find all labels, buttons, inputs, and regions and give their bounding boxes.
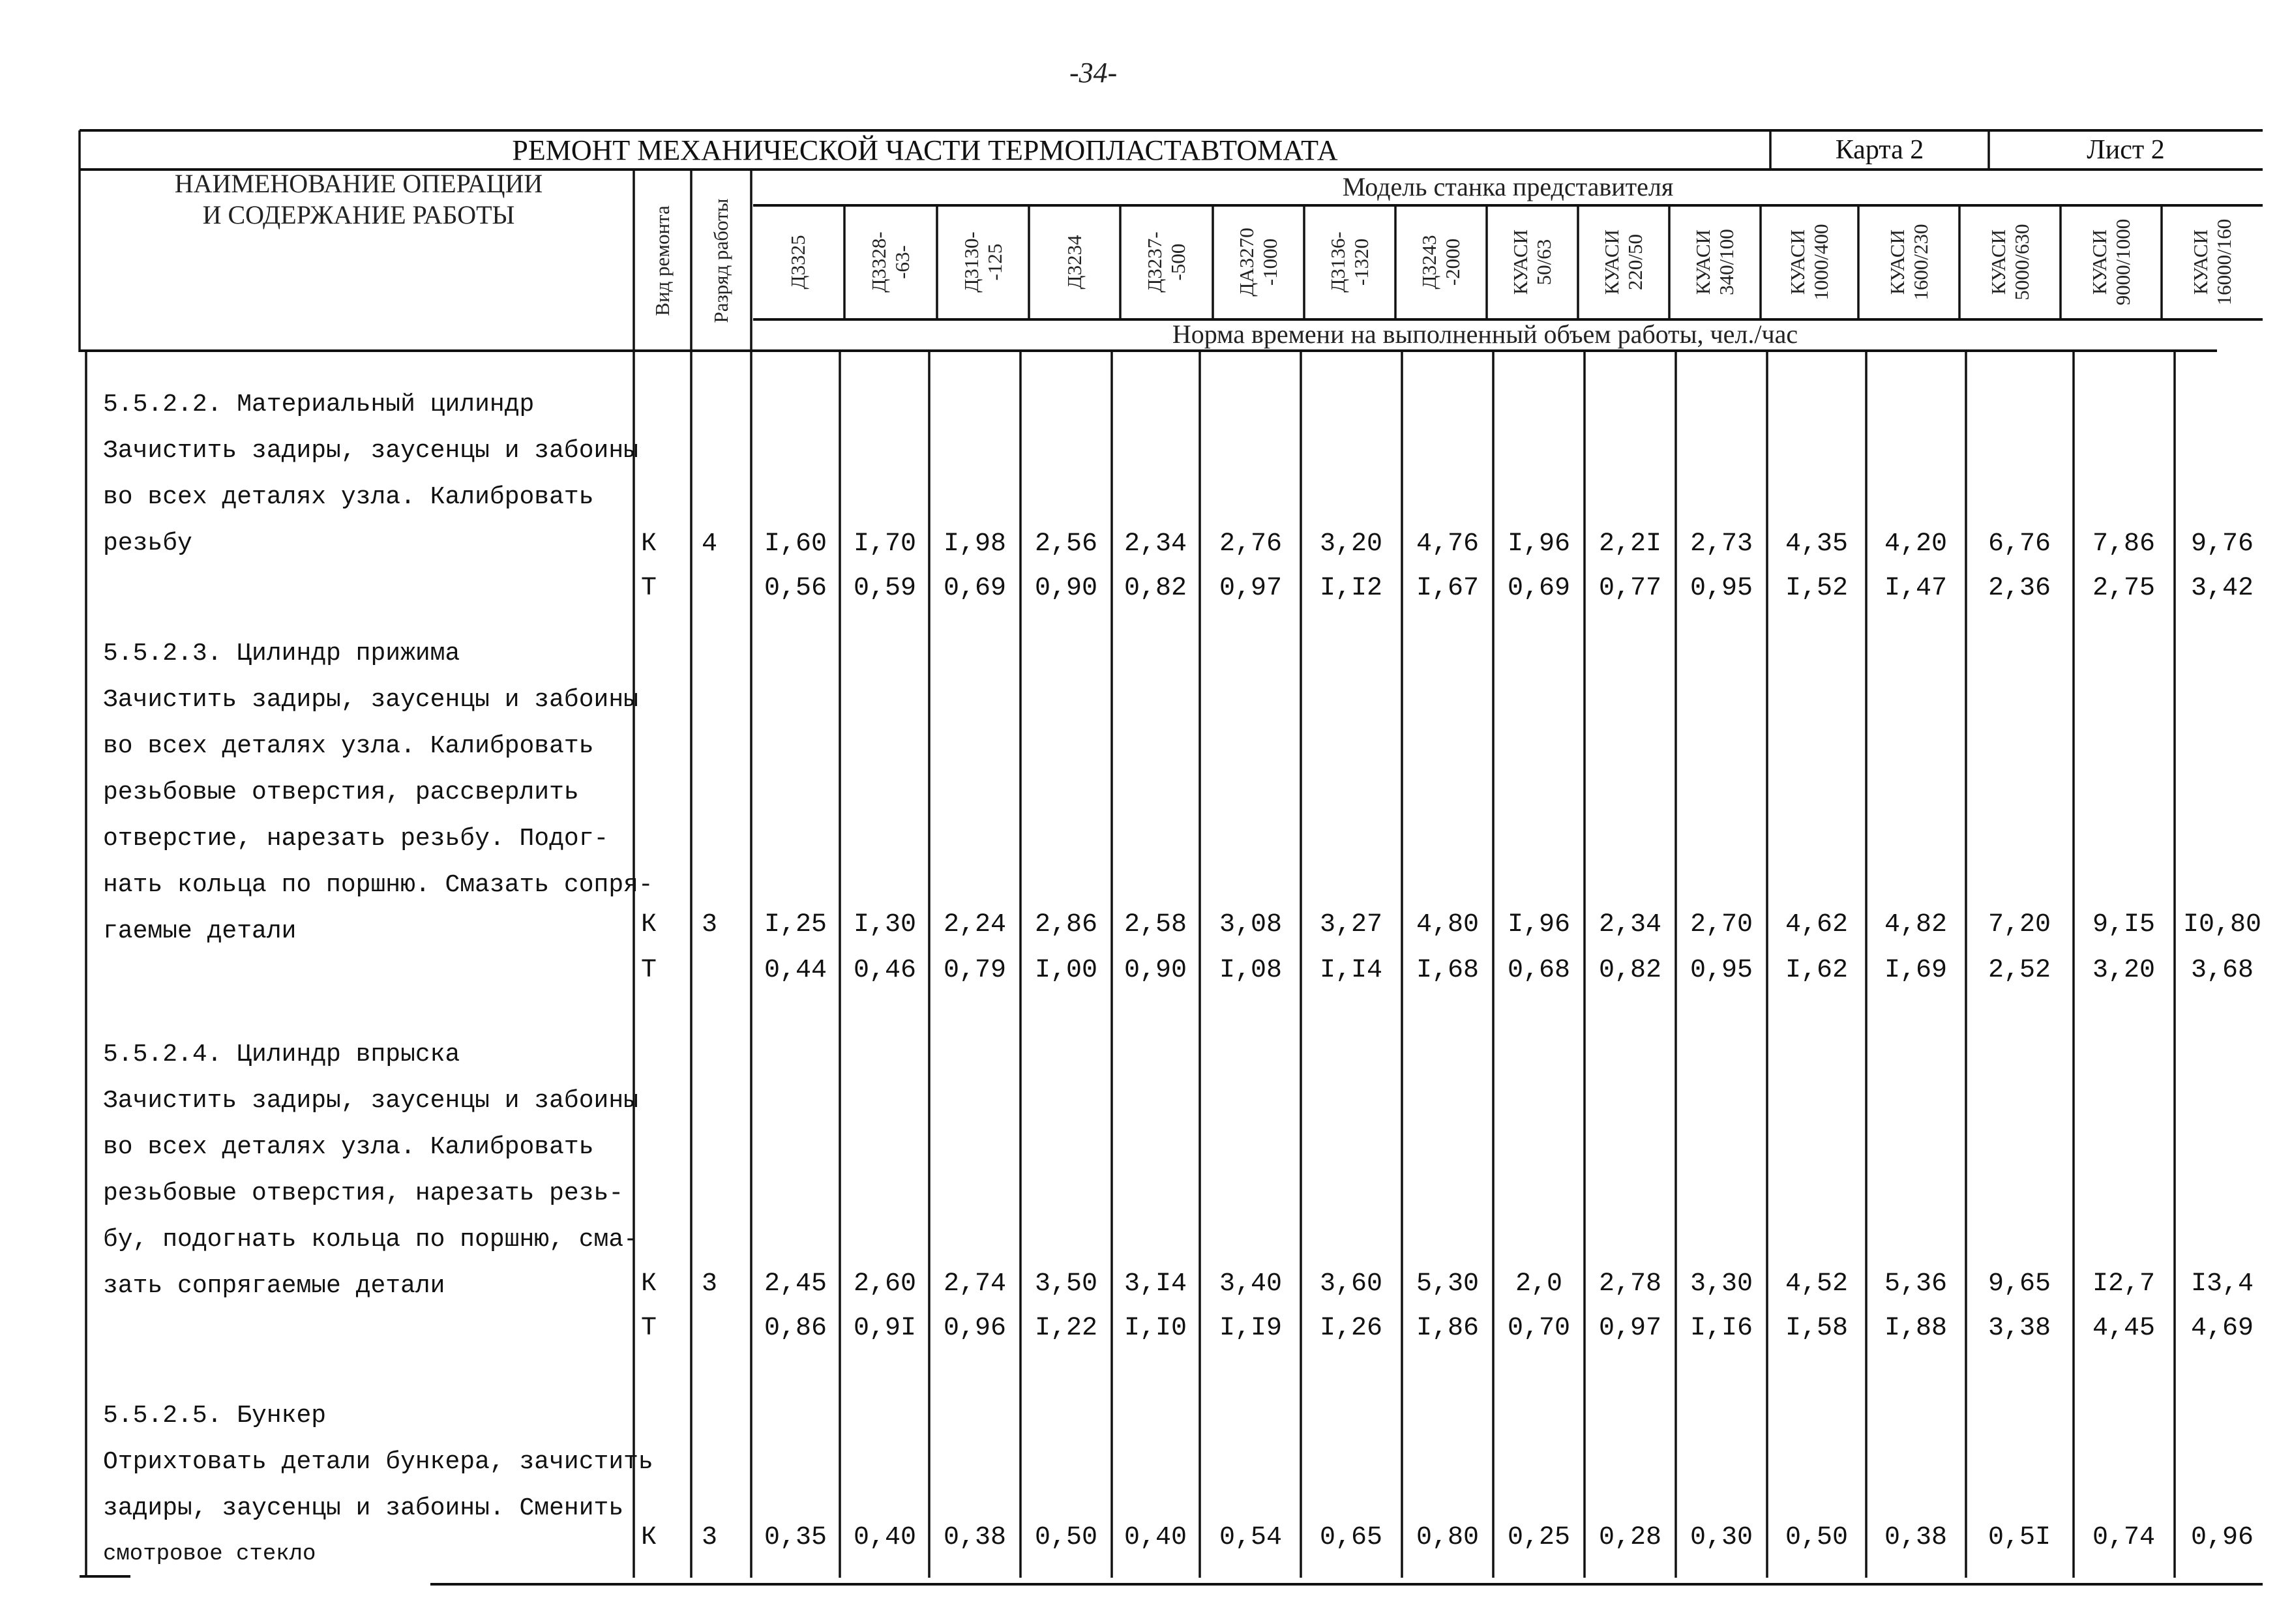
operation-description-line: смотровое стекло [103, 1542, 316, 1567]
norm-value: 0,68 [1507, 956, 1571, 985]
model-header-line: Д3243 [1418, 235, 1440, 289]
norm-value: 2,36 [1987, 574, 2051, 603]
norm-value: 3,68 [2190, 956, 2254, 985]
operation-title: 5.5.2.5. Бункер [103, 1402, 327, 1430]
norm-value: I,69 [1884, 956, 1948, 985]
norm-value: I,I6 [1689, 1314, 1753, 1343]
norm-value: 0,46 [853, 956, 917, 985]
model-header-line: КУАСИ [2088, 229, 2111, 295]
work-grade-value: 3 [701, 910, 718, 939]
model-header-line: Д3234 [1063, 235, 1086, 289]
norm-value: 4,52 [1785, 1269, 1849, 1299]
norm-value: I,22 [1034, 1314, 1098, 1343]
norm-value: 4,80 [1416, 910, 1480, 939]
operation-description-line: отверстие, нарезать резьбу. Подог- [103, 825, 609, 853]
model-header-line: КУАСИ [1987, 229, 2010, 295]
operation-title: 5.5.2.4. Цилиндр впрыска [103, 1041, 460, 1069]
norm-value: 2,34 [1598, 910, 1662, 939]
norm-value: I,I0 [1124, 1314, 1187, 1343]
norm-value: 2,70 [1689, 910, 1753, 939]
norm-value: 5,36 [1884, 1269, 1948, 1299]
norm-value: I,62 [1785, 956, 1849, 985]
norm-value: 0,95 [1689, 956, 1753, 985]
norm-value: 2,78 [1598, 1269, 1662, 1299]
norm-value: I,26 [1319, 1314, 1383, 1343]
norm-value: 3,38 [1987, 1314, 2051, 1343]
norm-caption: Норма времени на выполненный объем работы, чел./час [1172, 319, 1798, 349]
model-header [1143, 231, 1190, 292]
operation-description-line: резьбовые отверстия, рассверлить [103, 778, 579, 806]
operation-title: 5.5.2.3. Цилиндр прижима [103, 640, 460, 668]
model-header [2189, 219, 2236, 306]
norm-value: 4,20 [1884, 529, 1948, 559]
norm-value: 5,30 [1416, 1269, 1480, 1299]
norm-value: 2,52 [1987, 956, 2051, 985]
model-header-line: 16000/160 [2212, 218, 2235, 306]
norm-value: 0,40 [853, 1523, 917, 1552]
operation-description-line: Зачистить задиры, заусенцы и забоины [103, 686, 638, 714]
norm-value: 0,50 [1034, 1523, 1098, 1552]
model-header-line: ДА3270 [1235, 228, 1258, 297]
work-grade-header: Разряд работы [709, 198, 732, 323]
norm-value: 2,34 [1124, 529, 1187, 559]
norm-value: 7,20 [1987, 910, 2051, 939]
norm-value: 3,60 [1319, 1269, 1383, 1299]
operation-title: 5.5.2.2. Материальный цилиндр [103, 391, 535, 419]
norm-value: 0,90 [1124, 956, 1187, 985]
norm-value: 9,I5 [2092, 910, 2156, 939]
norm-value: 0,65 [1319, 1523, 1383, 1552]
norm-value: 2,76 [1219, 529, 1283, 559]
norm-value: 3,40 [1219, 1269, 1283, 1299]
model-header-line: -63- [891, 245, 914, 279]
operation-description-line: Зачистить задиры, заусенцы и забоины [103, 1087, 638, 1115]
norm-value: I,52 [1785, 574, 1849, 603]
norm-value: 0,50 [1785, 1523, 1849, 1552]
norm-value: 0,56 [764, 574, 827, 603]
operation-description-line: нать кольца по поршню. Смазать сопря- [103, 871, 653, 899]
norm-value: I,88 [1884, 1314, 1948, 1343]
model-header-line: 9000/1000 [2111, 218, 2134, 306]
norm-value: 0,38 [1884, 1523, 1948, 1552]
norm-value: I,00 [1034, 956, 1098, 985]
operation-description-line: резьбовые отверстия, нарезать резь- [103, 1179, 624, 1207]
norm-value: 3,20 [2092, 956, 2156, 985]
work-grade-value: 3 [701, 1523, 718, 1552]
norm-value: 0,79 [943, 956, 1007, 985]
repair-type-code: К [640, 1523, 657, 1552]
model-header-line: КУАСИ [1886, 229, 1909, 295]
model-header [1691, 229, 1738, 295]
norm-value: 7,86 [2092, 529, 2156, 559]
model-header-line: Д3325 [786, 235, 809, 289]
norm-value: 2,56 [1034, 529, 1098, 559]
norm-value: 0,9I [853, 1314, 917, 1343]
operation-description-line: задиры, заусенцы и забоины. Сменить [103, 1494, 624, 1522]
norm-value: 2,45 [764, 1269, 827, 1299]
norm-value: I,67 [1416, 574, 1480, 603]
norm-value: 0,77 [1598, 574, 1662, 603]
norm-value: 3,50 [1034, 1269, 1098, 1299]
norm-value: 0,40 [1124, 1523, 1187, 1552]
norm-value: I,I9 [1219, 1314, 1283, 1343]
model-header [1063, 235, 1086, 289]
norm-value: 3,42 [2190, 574, 2254, 603]
norm-value: 4,82 [1884, 910, 1948, 939]
model-header-line: КУАСИ [1600, 229, 1623, 295]
model-header-line: КУАСИ [1509, 229, 1532, 295]
model-header-line: -500 [1167, 243, 1189, 281]
norm-value: I,96 [1507, 529, 1571, 559]
work-grade-value: 3 [701, 1269, 718, 1299]
norm-value: 0,69 [943, 574, 1007, 603]
model-header-line: Д3237- [1143, 231, 1166, 293]
norm-value: I,47 [1884, 574, 1948, 603]
operation-description-line: резьбу [103, 529, 192, 557]
model-header [867, 231, 914, 292]
model-header [2088, 219, 2135, 306]
norm-value: 2,0 [1515, 1269, 1563, 1299]
norm-value: I,08 [1219, 956, 1283, 985]
model-header [1235, 228, 1282, 297]
norm-value: I3,4 [2190, 1269, 2254, 1299]
norm-value: 2,24 [943, 910, 1007, 939]
model-header-line: 5000/630 [2010, 224, 2033, 301]
norm-value: I,58 [1785, 1314, 1849, 1343]
norm-value: 0,97 [1219, 574, 1283, 603]
model-header-line: -2000 [1441, 238, 1464, 286]
norm-value: I,96 [1507, 910, 1571, 939]
norm-value: 0,96 [2190, 1523, 2254, 1552]
norm-value: 0,90 [1034, 574, 1098, 603]
norm-value: 0,97 [1598, 1314, 1662, 1343]
norm-value: 0,69 [1507, 574, 1571, 603]
norm-value: 2,2I [1598, 529, 1662, 559]
norm-value: 0,54 [1219, 1523, 1283, 1552]
operation-description-line: Отрихтовать детали бункера, зачистить [103, 1448, 653, 1476]
norm-value: 0,80 [1416, 1523, 1480, 1552]
repair-type-code: Т [640, 956, 657, 985]
model-header-line: КУАСИ [2189, 229, 2212, 295]
operation-description-line: во всех деталях узла. Калибровать [103, 1133, 594, 1161]
model-header-line: 1600/230 [1909, 224, 1932, 301]
repair-type-code: Т [640, 574, 657, 603]
models-caption: Модель станка представителя [1342, 172, 1674, 201]
norm-value: I,60 [764, 529, 827, 559]
model-header [960, 231, 1007, 292]
norm-value: 0,28 [1598, 1523, 1662, 1552]
norm-value: 0,30 [1689, 1523, 1753, 1552]
operation-description-line: зать сопрягаемые детали [103, 1272, 445, 1300]
norm-value: I,70 [853, 529, 917, 559]
model-header [1418, 235, 1465, 289]
model-header-line: Д3136- [1326, 231, 1349, 293]
page-number: -34- [1069, 57, 1118, 89]
norm-value: I2,7 [2092, 1269, 2156, 1299]
norm-value: 2,60 [853, 1269, 917, 1299]
norm-value: I,25 [764, 910, 827, 939]
norm-value: 9,76 [2190, 529, 2254, 559]
repair-type-code: К [640, 910, 657, 939]
model-header [1326, 231, 1373, 292]
model-header [1600, 229, 1647, 295]
norm-value: 4,76 [1416, 529, 1480, 559]
norm-value: 0,95 [1689, 574, 1753, 603]
norm-value: 2,73 [1689, 529, 1753, 559]
norm-value: I0,80 [2182, 910, 2262, 939]
norm-value: 3,30 [1689, 1269, 1753, 1299]
repair-type-code: К [640, 1269, 657, 1299]
norm-value: 6,76 [1987, 529, 2051, 559]
model-header-line: -1320 [1350, 238, 1373, 286]
model-header [1987, 224, 2034, 300]
norm-value: 2,86 [1034, 910, 1098, 939]
operation-column-header [85, 168, 633, 231]
norm-value: 2,75 [2092, 574, 2156, 603]
norm-value: 3,08 [1219, 910, 1283, 939]
norm-value: 4,62 [1785, 910, 1849, 939]
operation-description-line: бу, подогнать кольца по поршню, сма- [103, 1226, 638, 1254]
work-grade-value: 4 [701, 529, 718, 559]
norm-value: 0,25 [1507, 1523, 1571, 1552]
model-header-line: КУАСИ [1786, 229, 1809, 295]
repair-type-code: Т [640, 1314, 657, 1343]
norm-value: 0,35 [764, 1523, 827, 1552]
norm-value: 2,74 [943, 1269, 1007, 1299]
norm-value: 0,44 [764, 956, 827, 985]
sheet-number: Лист 2 [2087, 135, 2165, 165]
norm-value: 3,20 [1319, 529, 1383, 559]
norm-value: 0,86 [764, 1314, 827, 1343]
model-header-line: -125 [983, 243, 1006, 281]
norm-value: I,86 [1416, 1314, 1480, 1343]
model-header [786, 235, 810, 289]
norm-value: 0,5I [1987, 1523, 2051, 1552]
norm-value: 2,58 [1124, 910, 1187, 939]
norm-value: I,98 [943, 529, 1007, 559]
operation-header-line-2: И СОДЕРЖАНИЕ РАБОТЫ [202, 200, 515, 229]
model-header-line: 340/100 [1715, 229, 1738, 295]
model-header-line: 50/63 [1532, 239, 1555, 286]
operation-header-line-1: НАИМЕНОВАНИЕ ОПЕРАЦИИ [174, 169, 543, 198]
operation-description-line: гаемые детали [103, 917, 297, 945]
norm-value: 9,65 [1987, 1269, 2051, 1299]
norm-value: 4,69 [2190, 1314, 2254, 1343]
norm-value: 4,45 [2092, 1314, 2156, 1343]
repair-type-code: К [640, 529, 657, 559]
norm-value: 0,96 [943, 1314, 1007, 1343]
norm-value: 3,I4 [1124, 1269, 1187, 1299]
repair-type-header: Вид ремонта [651, 205, 674, 316]
operation-description-line: во всех деталях узла. Калибровать [103, 483, 594, 511]
document-title: РЕМОНТ МЕХАНИЧЕСКОЙ ЧАСТИ ТЕРМОПЛАСТАВТОМАТА [512, 134, 1338, 166]
model-header [1509, 229, 1556, 295]
norm-value: I,I4 [1319, 956, 1383, 985]
model-header-line: Д3328- [867, 231, 890, 293]
model-header-line: Д3130- [960, 231, 983, 293]
norm-value: 0,38 [943, 1523, 1007, 1552]
model-header-line: -1000 [1258, 238, 1281, 286]
norm-value: 0,59 [853, 574, 917, 603]
operation-description-line: во всех деталях узла. Калибровать [103, 732, 594, 760]
model-header-line: КУАСИ [1691, 229, 1714, 295]
norm-value: 4,35 [1785, 529, 1849, 559]
norm-value: I,68 [1416, 956, 1480, 985]
model-header [1886, 224, 1933, 300]
norm-value: I,30 [853, 910, 917, 939]
norm-value: 0,70 [1507, 1314, 1571, 1343]
norm-value: 0,82 [1598, 956, 1662, 985]
norm-value: 0,82 [1124, 574, 1187, 603]
model-header-line: 220/50 [1624, 233, 1646, 291]
card-number: Карта 2 [1835, 135, 1924, 165]
model-header [1786, 224, 1833, 300]
operation-description-line: Зачистить задиры, заусенцы и забоины [103, 437, 638, 465]
model-header-line: 1000/400 [1809, 224, 1832, 301]
norm-value: I,I2 [1319, 574, 1383, 603]
norm-value: 0,74 [2092, 1523, 2156, 1552]
norm-value: 3,27 [1319, 910, 1383, 939]
